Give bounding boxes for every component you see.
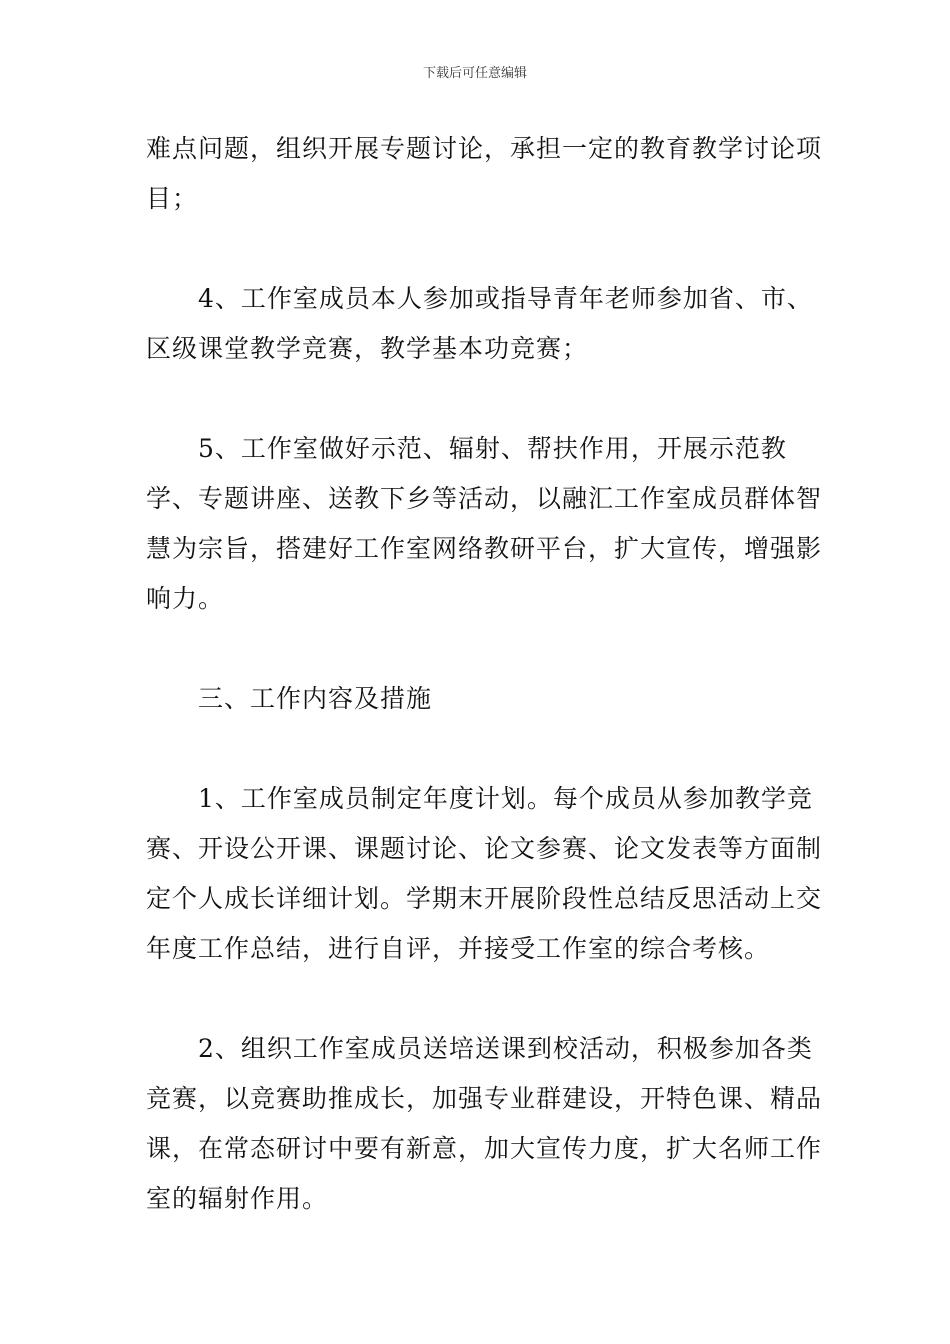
paragraph-measure-2: 2、组织工作室成员送培送课到校活动，积极参加各类竞赛，以竞赛助推成长，加强专业群建设，开特色课、精品课，在常态研讨中要有新意，加大宣传力度，扩大名师工作室的辐射作用。 bbox=[146, 1034, 823, 1213]
document-body bbox=[146, 124, 826, 1274]
section-heading: 三、工作内容及措施 bbox=[198, 684, 433, 713]
page-header: 下载后可任意编辑 bbox=[422, 66, 527, 81]
paragraph-continuation: 难点问题，组织开展专题讨论，承担一定的教育教学讨论项目； bbox=[146, 134, 823, 213]
paragraph-item-5: 5、工作室做好示范、辐射、帮扶作用，开展示范教学、专题讲座、送教下乡等活动，以融汇工作室成员群体智慧为宗旨，搭建好工作室网络教研平台，扩大宣传，增强影响力。 bbox=[146, 434, 823, 613]
paragraph-measure-1: 1、工作室成员制定年度计划。每个成员从参加教学竞赛、开设公开课、课题讨论、论文参赛、论文发表等方面制定个人成长详细计划。学期末开展阶段性总结反思活动上交年度工作总结，进行自评，并接受工作室的综合考核。 bbox=[146, 784, 823, 963]
paragraph-item-4: 4、工作室成员本人参加或指导青年老师参加省、市、区级课堂教学竞赛，教学基本功竞赛； bbox=[146, 284, 813, 363]
